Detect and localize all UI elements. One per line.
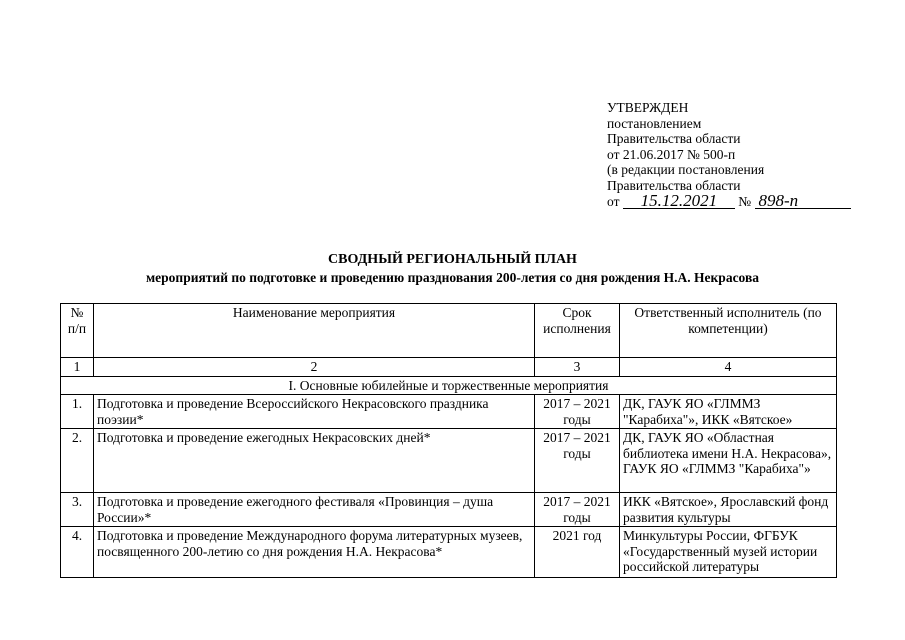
- approval-line: от 21.06.2017 № 500-п: [607, 146, 736, 162]
- header-term: Срок исполнения: [535, 304, 620, 358]
- column-number: 4: [620, 358, 837, 377]
- approval-line: Правительства области: [607, 131, 741, 147]
- column-number: 3: [535, 358, 620, 377]
- amendment-line: [607, 190, 851, 210]
- header-number: № п/п: [61, 304, 94, 358]
- row-term: 2021 год: [535, 527, 620, 578]
- column-number: 1: [61, 358, 94, 377]
- section-title: I. Основные юбилейные и торжественные мероприятия: [61, 376, 837, 395]
- approval-line: постановлением: [607, 115, 702, 131]
- document-subtitle: мероприятий по подготовке и проведению празднования 200-летия со дня рождения Н.А. Некрасова: [145, 270, 760, 285]
- table-row: [61, 429, 837, 493]
- handwritten-number: 898-п: [755, 194, 851, 209]
- row-term: 2017 – 2021 годы: [535, 429, 620, 493]
- section-row: [61, 376, 837, 395]
- row-term: 2017 – 2021 годы: [535, 493, 620, 527]
- row-name: Подготовка и проведение Международного форума литературных музеев, посвященного 200-летию со дня рождения Н.А. Некрасова*: [94, 527, 535, 578]
- column-number: 2: [94, 358, 535, 377]
- approval-block: [607, 100, 851, 209]
- row-number: 4.: [61, 527, 94, 578]
- row-responsible: ИКК «Вятское», Ярославский фонд развития культуры: [620, 493, 837, 527]
- row-term: 2017 – 2021 годы: [535, 395, 620, 429]
- table-header-row: [61, 304, 837, 358]
- approval-line: УТВЕРЖДЕН: [607, 100, 689, 115]
- plan-table: [60, 303, 837, 578]
- row-responsible: ДК, ГАУК ЯО «ГЛММЗ "Карабиха"», ИКК «Вятское»: [620, 395, 837, 429]
- column-numbers-row: [61, 358, 837, 377]
- row-number: 3.: [61, 493, 94, 527]
- header-responsible: Ответственный исполнитель (по компетенции): [620, 304, 837, 358]
- table-row: [61, 395, 837, 429]
- amendment-from: от: [607, 193, 620, 209]
- table-row: [61, 493, 837, 527]
- approval-line: (в редакции постановления: [607, 162, 765, 178]
- row-responsible: ДК, ГАУК ЯО «Областная библиотека имени Н.А. Некрасова», ГАУК ЯО «ГЛММЗ "Карабиха"»: [620, 429, 837, 493]
- row-name: Подготовка и проведение Всероссийского Некрасовского праздника поэзии*: [94, 395, 535, 429]
- row-name: Подготовка и проведение ежегодных Некрасовских дней*: [94, 429, 535, 493]
- handwritten-date: 15.12.2021: [623, 194, 735, 209]
- row-responsible: Минкультуры России, ФГБУК «Государственный музей истории российской литературы: [620, 527, 837, 578]
- number-sign: №: [738, 193, 752, 209]
- row-name: Подготовка и проведение ежегодного фестиваля «Провинция – душа России»*: [94, 493, 535, 527]
- table-row: [61, 527, 837, 578]
- header-name: Наименование мероприятия: [94, 304, 535, 358]
- document-title: СВОДНЫЙ РЕГИОНАЛЬНЫЙ ПЛАН: [328, 252, 577, 267]
- row-number: 2.: [61, 429, 94, 493]
- approval-line: Правительства области: [607, 177, 741, 193]
- row-number: 1.: [61, 395, 94, 429]
